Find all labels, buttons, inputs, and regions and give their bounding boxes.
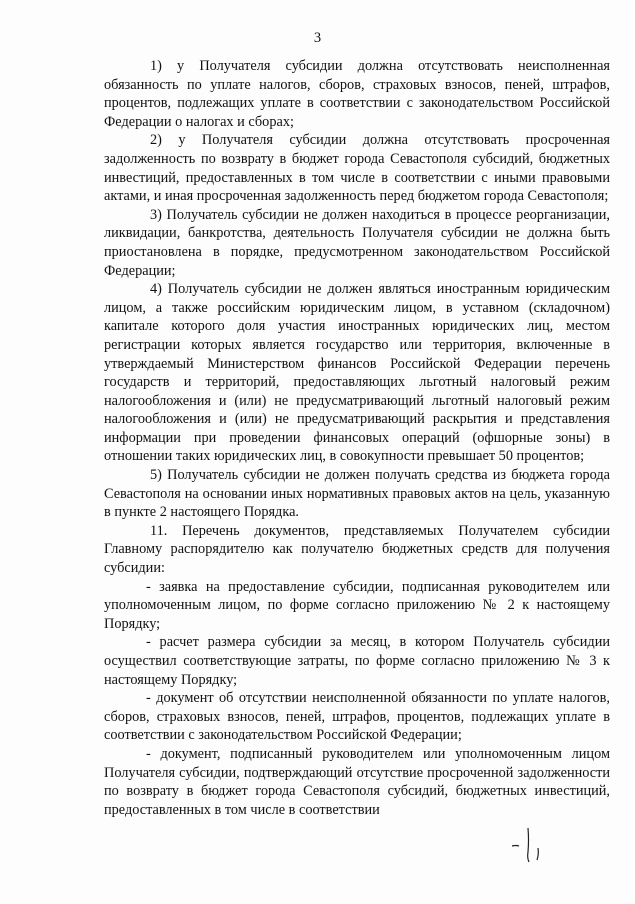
list-item-calculation: - расчет размера субсидии за месяц, в котором Получатель субсидии осуществил соответствующие затраты, по форме согласно приложению № 3 к настоящему Порядку; <box>104 634 610 688</box>
body-text <box>104 57 610 819</box>
condition-2-paragraph: 2) у Получателя субсидии должна отсутствовать просроченная задолженность по возврату в бюджет города Севастополя субсидий, бюджетных инвестиций, предоставленных в том числе в соответствии с иными правовыми актами, и иная просроченная задолженность перед бюджетом города Севастополя; <box>104 132 610 205</box>
condition-1-paragraph: 1) у Получателя субсидии должна отсутствовать неисполненная обязанность по уплате налогов, сборов, страховых взносов, пеней, штрафов, процентов, подлежащих уплате в соответствии с законодательством Российской Федерации о налогах и сборах; <box>104 58 610 130</box>
condition-5-paragraph: 5) Получатель субсидии не должен получать средства из бюджета города Севастополя на основании иных нормативных правовых актов на цель, указанную в пункте 2 настоящего Порядка. <box>104 467 610 521</box>
clause-11-paragraph: 11. Перечень документов, представляемых Получателем субсидии Главному распорядителю как получателю бюджетных средств для получения субсидии: <box>104 522 610 577</box>
condition-3-paragraph: 3) Получатель субсидии не должен находиться в процессе реорганизации, ликвидации, банкротства, деятельность Получателя субсидии не должна быть приостановлена в порядке, предусмотренном законодательством Российской Федерации; <box>104 206 610 279</box>
condition-4-paragraph: 4) Получатель субсидии не должен являться иностранным юридическим лицом, а также российским юридическим лицом, в уставном (складочном) капитале которого доля участия иностранных юридических лиц, местом регистрации которых является государство или территория, включенные в утверждаемый Министерством финансов Российской Федерации перечень государств и территорий, предоставляющих льготный налоговый режим налогообложения и (или) не предусматривающий льготный налоговый режим налогообложения и (или) не предусматривающий раскрытия и представления информации при проведении финансовых операций (офшорные зоны) в отношении таких юридических лиц, в совокупности превышает 50 процентов; <box>104 281 610 465</box>
list-item-tax-document: - документ об отсутствии неисполненной обязанности по уплате налогов, сборов, страховых взносов, пеней, штрафов, процентов, подлежащих уплате в соответствии с законодательством Российской Федерации; <box>104 690 610 744</box>
page-number: 3 <box>313 30 322 46</box>
handwritten-mark-icon <box>508 818 548 866</box>
list-item-application: - заявка на предоставление субсидии, подписанная руководителем или уполномоченным лицом, по форме согласно приложению № 2 к настоящему Порядку; <box>104 578 610 632</box>
list-item-debt-document: - документ, подписанный руководителем или уполномоченным лицом Получателя субсидии, подтверждающий отсутствие просроченной задолженности по возврату в бюджет города Севастополя субсидий, бюджетных инвестиций, предоставленных в том числе в соответствии <box>104 745 610 818</box>
